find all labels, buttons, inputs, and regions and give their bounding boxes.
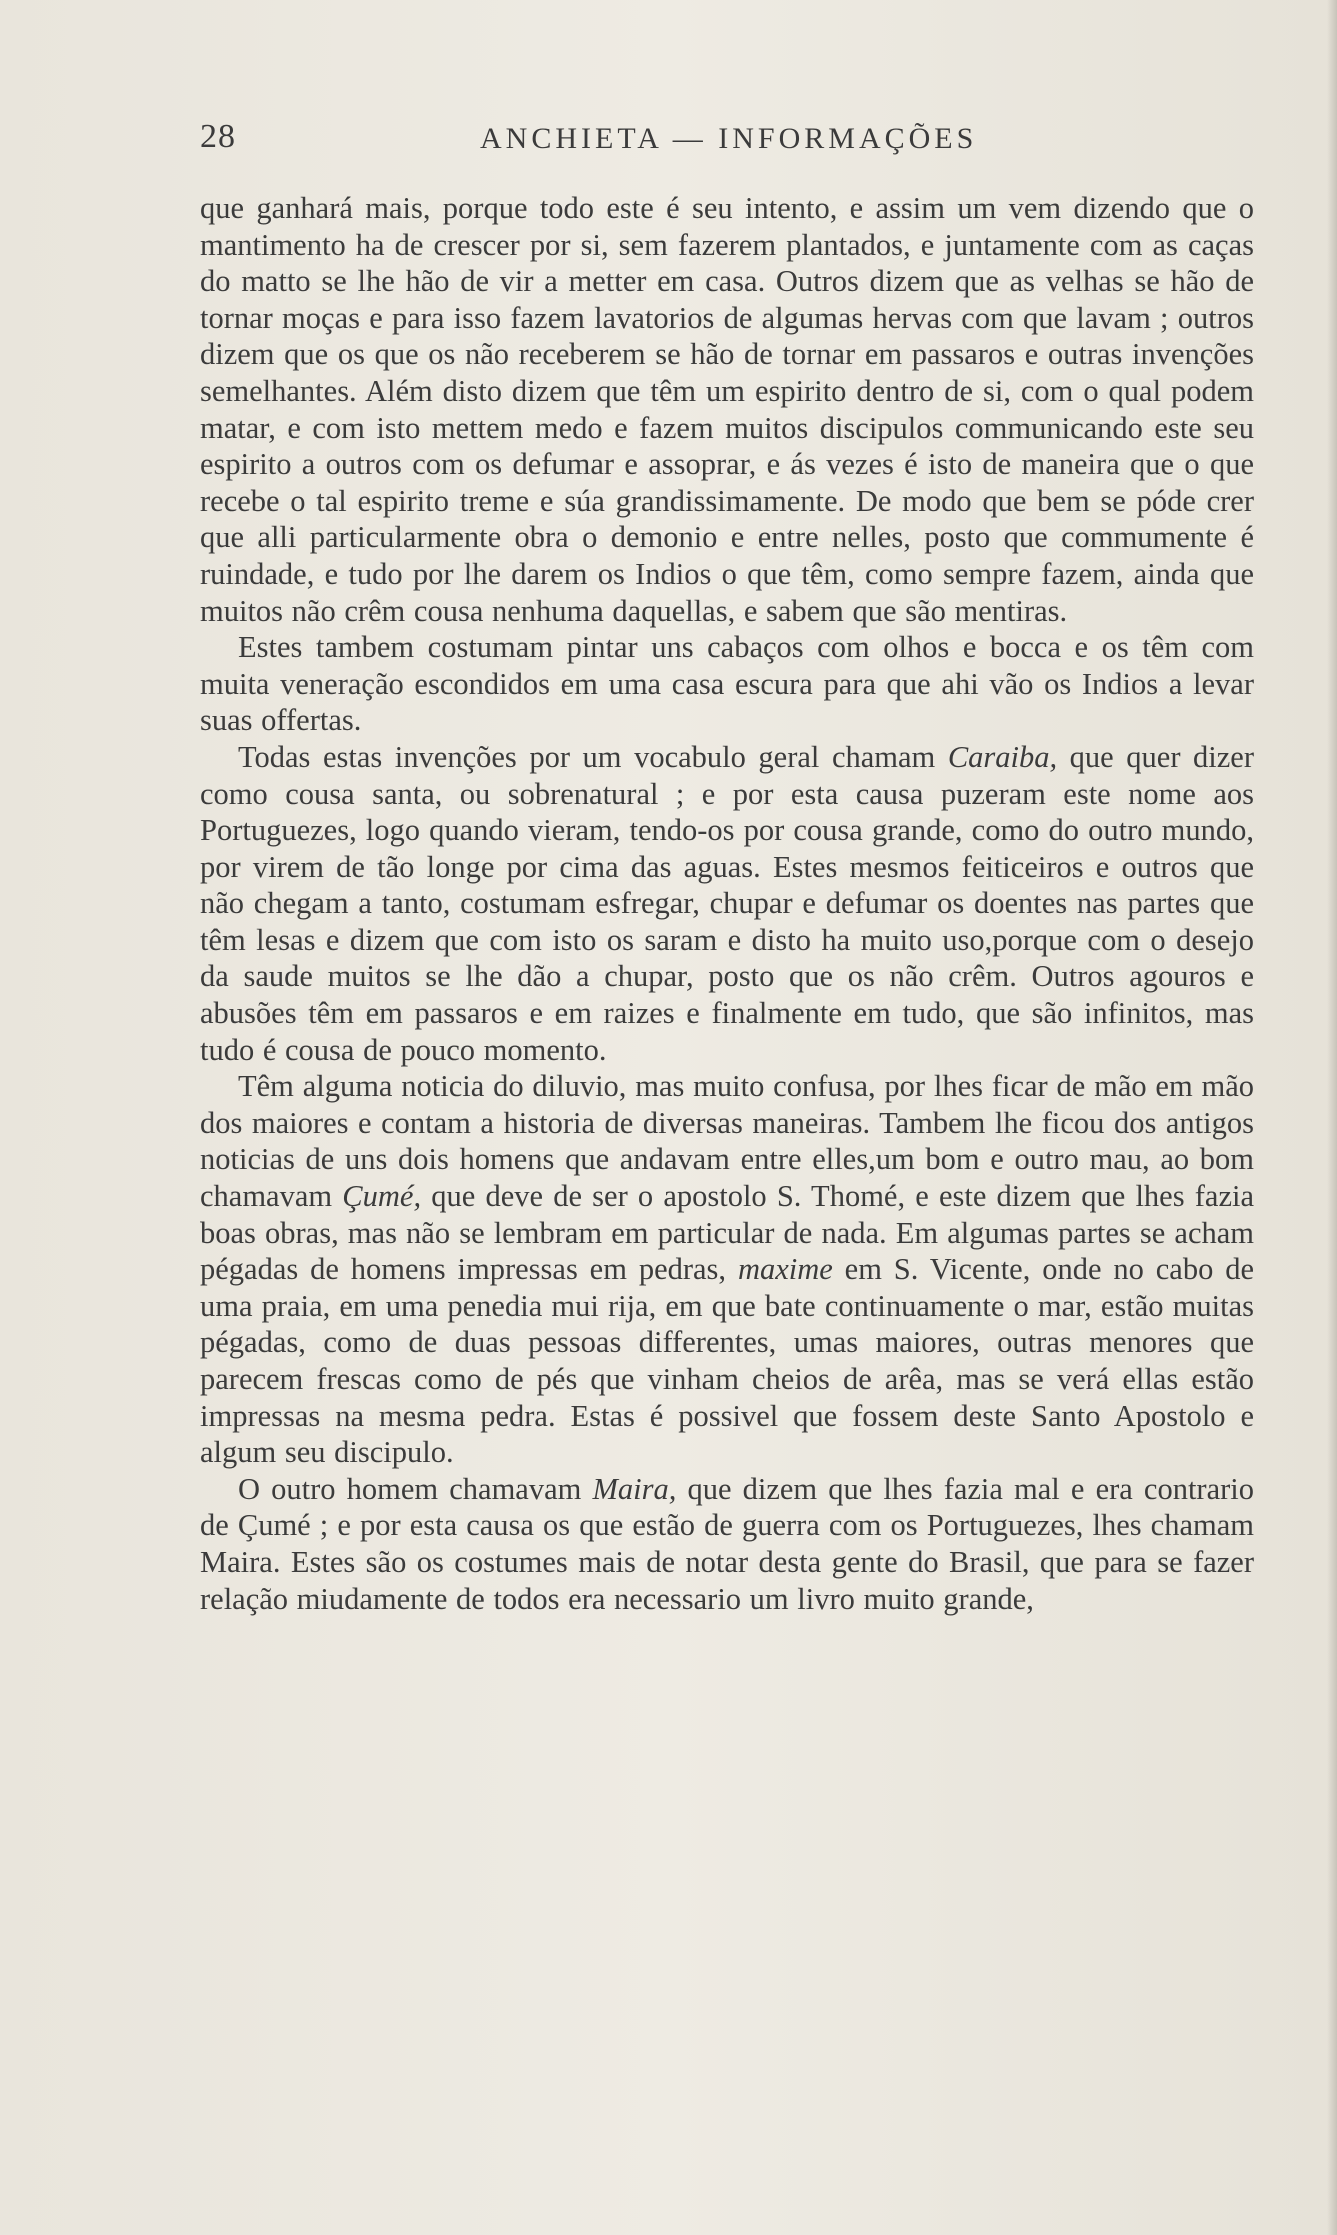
paragraph-text: O outro homem chamavam bbox=[238, 1471, 593, 1506]
paragraph-text: que dizem que lhes fazia mal e era contrario de Çumé ; e por esta causa os que estão de guerra com os Portuguezes, lhes chamam Maira. Estes são os costumes mais de notar desta gente do Brasil, que para se fazer relação miudamente de todos era necessario um livro muito grande, bbox=[200, 1471, 1255, 1616]
paragraph-text: que ganhará mais, porque todo este é seu intento, e assim um vem dizendo que o mantimento ha de crescer por si, sem fazerem plantados, e juntamente com as caças do matto se lhe hão de vir a metter em casa. Outros dizem que as velhas se hão de tornar moças e para isso fazem lavatorios de algumas hervas com que lavam ; outros dizem que os que os não receberem se hão de tornar em passaros e outras invenções semelhantes. Além disto dizem que têm um espirito dentro de si, com o qual podem matar, e com isto mettem medo e fazem muitos discipulos communicando este seu espirito a outros com os defumar e assoprar, e ás vezes é isto de maneira que o que recebe o tal espirito treme e súa grandissimamente. De modo que bem se póde crer que alli particularmente obra o demonio e entre nelles, posto que commumente é ruindade, e tudo por lhe darem os Indios o que têm, como sempre fazem, ainda que muitos não crêm cousa nenhuma daquellas, e sabem que são mentiras. bbox=[200, 191, 1254, 628]
page-number: 28 bbox=[200, 118, 236, 155]
paragraph-text: que deve de ser o apostolo S. Thomé, e este dizem que lhes fazia boas obras, mas não se lembram em particular de nada. Em algumas partes se acham pégadas de homens impressas em pedras, bbox=[200, 1179, 1254, 1287]
paragraph-text: em S. Vicente, onde no cabo de uma praia, em uma penedia mui rija, em que bate continuamente o mar, estão muitas pégadas, como de duas pessoas differentes, umas maiores, outras menores que parecem frescas como de pés que vinham cheios de arêa, mas se verá ellas estão impressas na mesma pedra. Estas é possivel que fossem deste Santo Apostolo e algum seu discipulo. bbox=[200, 1252, 1254, 1470]
paragraph-3 bbox=[200, 739, 1254, 1068]
paragraph-text: Estes tambem costumam pintar uns cabaços com olhos e bocca e os têm com muita veneração escondidos em uma casa escura para que ahi vão os Indios a levar suas offertas. bbox=[200, 630, 1254, 738]
paragraph-2 bbox=[200, 629, 1254, 739]
page-header bbox=[200, 118, 1254, 168]
paragraph-4 bbox=[200, 1068, 1254, 1471]
running-head: ANCHIETA — INFORMAÇÕES bbox=[480, 122, 978, 155]
term-cume: Çumé, bbox=[342, 1179, 422, 1214]
body-text bbox=[200, 190, 1254, 1617]
paragraph-text: que quer dizer como cousa santa, ou sobrenatural ; e por esta causa puzeram este nome aos Portuguezes, logo quando vieram, tendo-os por cousa grande, como do outro mundo, por virem de tão longe por cima das aguas. Estes mesmos feiticeiros e outros que não chegam a tanto, costumam esfregar, chupar e defumar os doentes nas partes que têm lesas e dizem que com isto os saram e disto ha muito uso,porque com o desejo da saude muitos se lhe dão a chupar, posto que os não crêm. Outros agouros e abusões têm em passaros e em raizes e finalmente em tudo, que são infinitos, mas tudo é cousa de pouco momento. bbox=[200, 739, 1254, 1067]
term-maira: Maira, bbox=[592, 1471, 677, 1506]
paragraph-text: Têm alguma noticia do diluvio, mas muito confusa, por lhes ficar de mão em mão dos maiores e contam a historia de diversas maneiras. Tambem lhe ficou dos antigos noticias de uns dois homens que andavam entre elles,um bom e outro mau, ao bom chamavam bbox=[200, 1069, 1254, 1214]
term-maxime: maxime bbox=[737, 1252, 833, 1287]
paragraph-text: Todas estas invenções por um vocabulo geral chamam bbox=[238, 739, 948, 774]
term-caraiba: Caraiba, bbox=[947, 739, 1058, 774]
paragraph-5 bbox=[200, 1471, 1254, 1617]
page-edge-shadow bbox=[1327, 0, 1337, 2235]
paragraph-1 bbox=[200, 190, 1254, 629]
